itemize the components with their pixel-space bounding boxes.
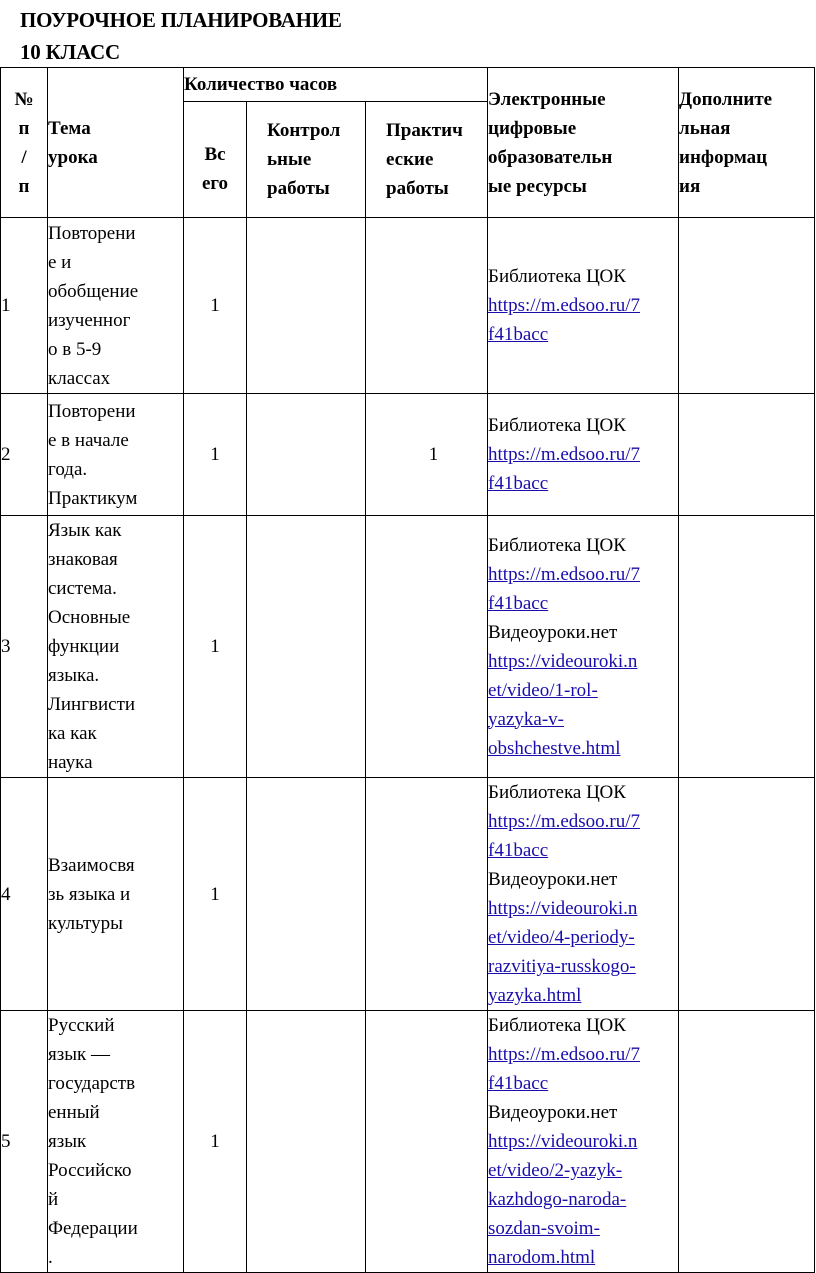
row-number: 2 <box>1 394 48 516</box>
header-number-line: № <box>14 88 34 110</box>
topic-line: язык <box>48 1131 87 1152</box>
header-topic <box>48 68 184 218</box>
resource-link-line: f41bacc <box>488 473 549 494</box>
header-control-line: работы <box>267 178 330 199</box>
row-info <box>679 394 815 516</box>
row-number: 4 <box>1 778 48 1011</box>
lesson-plan-table <box>0 67 815 1273</box>
header-total <box>184 102 247 218</box>
row-total-hours: 1 <box>184 394 247 516</box>
table-row <box>1 516 815 778</box>
table-row <box>1 1011 815 1273</box>
topic-line: система. <box>48 578 117 599</box>
resource-link-line: https://videouroki.n <box>488 650 638 672</box>
header-practical <box>366 102 488 218</box>
topic-line: классах <box>48 367 111 389</box>
resource-link-line: f41bacc <box>488 324 549 345</box>
row-info <box>679 516 815 778</box>
row-resources <box>488 1011 679 1273</box>
resource-label: Библиотека ЦОК <box>488 1015 626 1036</box>
resource-link-line: et/video/4-periody- <box>488 927 635 948</box>
topic-line: языка. <box>48 665 100 686</box>
row-practical-works <box>366 218 488 394</box>
topic-line: Повторени <box>48 400 136 422</box>
resource-link-line: f41bacc <box>488 1073 549 1094</box>
table-row <box>1 218 815 394</box>
row-info <box>679 218 815 394</box>
topic-line: Взаимосвя <box>48 854 135 876</box>
row-resources <box>488 218 679 394</box>
resource-label: Библиотека ЦОК <box>488 266 626 287</box>
resource-label: Библиотека ЦОК <box>488 782 626 803</box>
topic-line: обобщение <box>48 280 139 302</box>
resource-link-line: https://m.edsoo.ru/7 <box>488 1044 641 1065</box>
page-title <box>20 4 342 68</box>
header-resources-line: образовательн <box>488 146 613 168</box>
row-topic <box>48 1011 184 1273</box>
resource-link[interactable] <box>488 894 678 1010</box>
row-info <box>679 1011 815 1273</box>
row-control-works <box>247 778 366 1011</box>
resource-link-line: sozdan-svoim- <box>488 1218 600 1239</box>
header-info-line: информац <box>679 146 768 168</box>
resource-link-line: narodom.html <box>488 1247 596 1268</box>
header-number <box>1 68 48 218</box>
header-info-line: ия <box>679 175 701 197</box>
row-topic <box>48 516 184 778</box>
resource-link-line: razvitiya-russkogo- <box>488 956 636 977</box>
topic-line: . <box>48 1247 53 1268</box>
resource-link-line: https://m.edsoo.ru/7 <box>488 563 641 585</box>
topic-line: й <box>48 1189 59 1210</box>
resource-label: Видеоуроки.нет <box>488 621 618 643</box>
resource-link[interactable] <box>488 1040 678 1098</box>
header-hours: Количество часов <box>184 68 488 102</box>
topic-line: наука <box>48 752 93 773</box>
header-practical-line: Практич <box>386 120 463 141</box>
row-number: 3 <box>1 516 48 778</box>
row-total-hours: 1 <box>184 778 247 1011</box>
row-resources <box>488 516 679 778</box>
resource-link-line: https://videouroki.n <box>488 898 638 919</box>
topic-line: Повторени <box>48 222 136 244</box>
topic-line: енный <box>48 1102 100 1123</box>
topic-line: Практикум <box>48 487 138 509</box>
header-resources <box>488 68 679 218</box>
header-number-line: / <box>21 146 27 168</box>
row-topic <box>48 218 184 394</box>
header-resources-line: ые ресурсы <box>488 175 587 197</box>
header-practical-line: работы <box>386 178 449 199</box>
row-practical-works: 1 <box>366 394 488 516</box>
topic-line: Лингвисти <box>48 694 136 715</box>
row-number: 1 <box>1 218 48 394</box>
resource-link[interactable] <box>488 647 678 763</box>
row-control-works <box>247 218 366 394</box>
resource-link-line: https://m.edsoo.ru/7 <box>488 295 641 316</box>
header-resources-line: цифровые <box>488 117 577 139</box>
header-total-line: Вс <box>204 143 226 165</box>
row-control-works <box>247 1011 366 1273</box>
resource-link-line: yazyka.html <box>488 985 582 1006</box>
topic-line: язык — <box>48 1044 110 1065</box>
topic-line: е и <box>48 251 72 273</box>
topic-line: Русский <box>48 1015 115 1036</box>
resource-link-line: https://m.edsoo.ru/7 <box>488 444 641 465</box>
resource-link-line: obshchestve.html <box>488 737 621 759</box>
row-number: 5 <box>1 1011 48 1273</box>
topic-line: Федерации <box>48 1218 138 1239</box>
resource-link-line: kazhdogo-naroda- <box>488 1189 627 1210</box>
topic-line: года. <box>48 458 88 480</box>
resource-link-line: https://videouroki.n <box>488 1131 638 1152</box>
row-resources <box>488 394 679 516</box>
resource-link-line: et/video/2-yazyk- <box>488 1160 623 1181</box>
header-total-line: его <box>201 172 229 194</box>
resource-link-line: f41bacc <box>488 592 549 614</box>
row-practical-works <box>366 1011 488 1273</box>
resource-link-line: et/video/1-rol- <box>488 679 598 701</box>
resource-link-line: f41bacc <box>488 840 549 861</box>
row-total-hours: 1 <box>184 516 247 778</box>
topic-line: Российско <box>48 1160 132 1181</box>
header-info-line: Дополните <box>679 88 773 110</box>
topic-line: Язык как <box>48 520 122 541</box>
header-topic-line: урока <box>48 146 98 168</box>
row-practical-works <box>366 778 488 1011</box>
page-title-line-1: ПОУРОЧНОЕ ПЛАНИРОВАНИЕ <box>20 8 342 32</box>
row-total-hours: 1 <box>184 218 247 394</box>
row-topic <box>48 394 184 516</box>
page-title-line-2: 10 КЛАСС <box>20 40 120 64</box>
topic-line: ка как <box>48 723 97 744</box>
header-practical-line: еские <box>386 149 434 170</box>
row-control-works <box>247 394 366 516</box>
row-control-works <box>247 516 366 778</box>
header-number-line: п <box>18 117 30 139</box>
topic-line: зь языка и <box>48 883 131 905</box>
row-resources <box>488 778 679 1011</box>
topic-line: Основные <box>48 607 131 628</box>
resource-link[interactable] <box>488 291 678 349</box>
resource-link[interactable] <box>488 1127 678 1272</box>
resource-link-line: yazyka-v- <box>488 708 564 730</box>
resource-link-line: https://m.edsoo.ru/7 <box>488 811 641 832</box>
row-topic <box>48 778 184 1011</box>
resource-label: Видеоуроки.нет <box>488 1102 618 1123</box>
table-row <box>1 778 815 1011</box>
header-topic-line: Тема <box>48 117 91 139</box>
row-info <box>679 778 815 1011</box>
header-control <box>247 102 366 218</box>
resource-label: Видеоуроки.нет <box>488 869 618 890</box>
topic-line: е в начале <box>48 429 129 451</box>
topic-line: знаковая <box>48 549 118 570</box>
resource-label: Библиотека ЦОК <box>488 534 626 556</box>
resource-label: Библиотека ЦОК <box>488 415 626 436</box>
resource-link[interactable] <box>488 440 678 498</box>
resource-link[interactable] <box>488 560 678 618</box>
row-practical-works <box>366 516 488 778</box>
topic-line: о в 5-9 <box>48 338 102 360</box>
header-control-line: ьные <box>267 149 312 170</box>
topic-line: функции <box>48 636 120 657</box>
table-row <box>1 394 815 516</box>
header-number-line: п <box>18 175 30 197</box>
topic-line: культуры <box>48 912 123 934</box>
header-control-line: Контрол <box>267 120 341 141</box>
row-total-hours: 1 <box>184 1011 247 1273</box>
topic-line: изученног <box>48 309 131 331</box>
header-row-1 <box>1 68 815 102</box>
topic-line: государств <box>48 1073 136 1094</box>
header-info <box>679 68 815 218</box>
header-info-line: льная <box>679 117 731 139</box>
header-resources-line: Электронные <box>488 88 606 110</box>
resource-link[interactable] <box>488 807 678 865</box>
